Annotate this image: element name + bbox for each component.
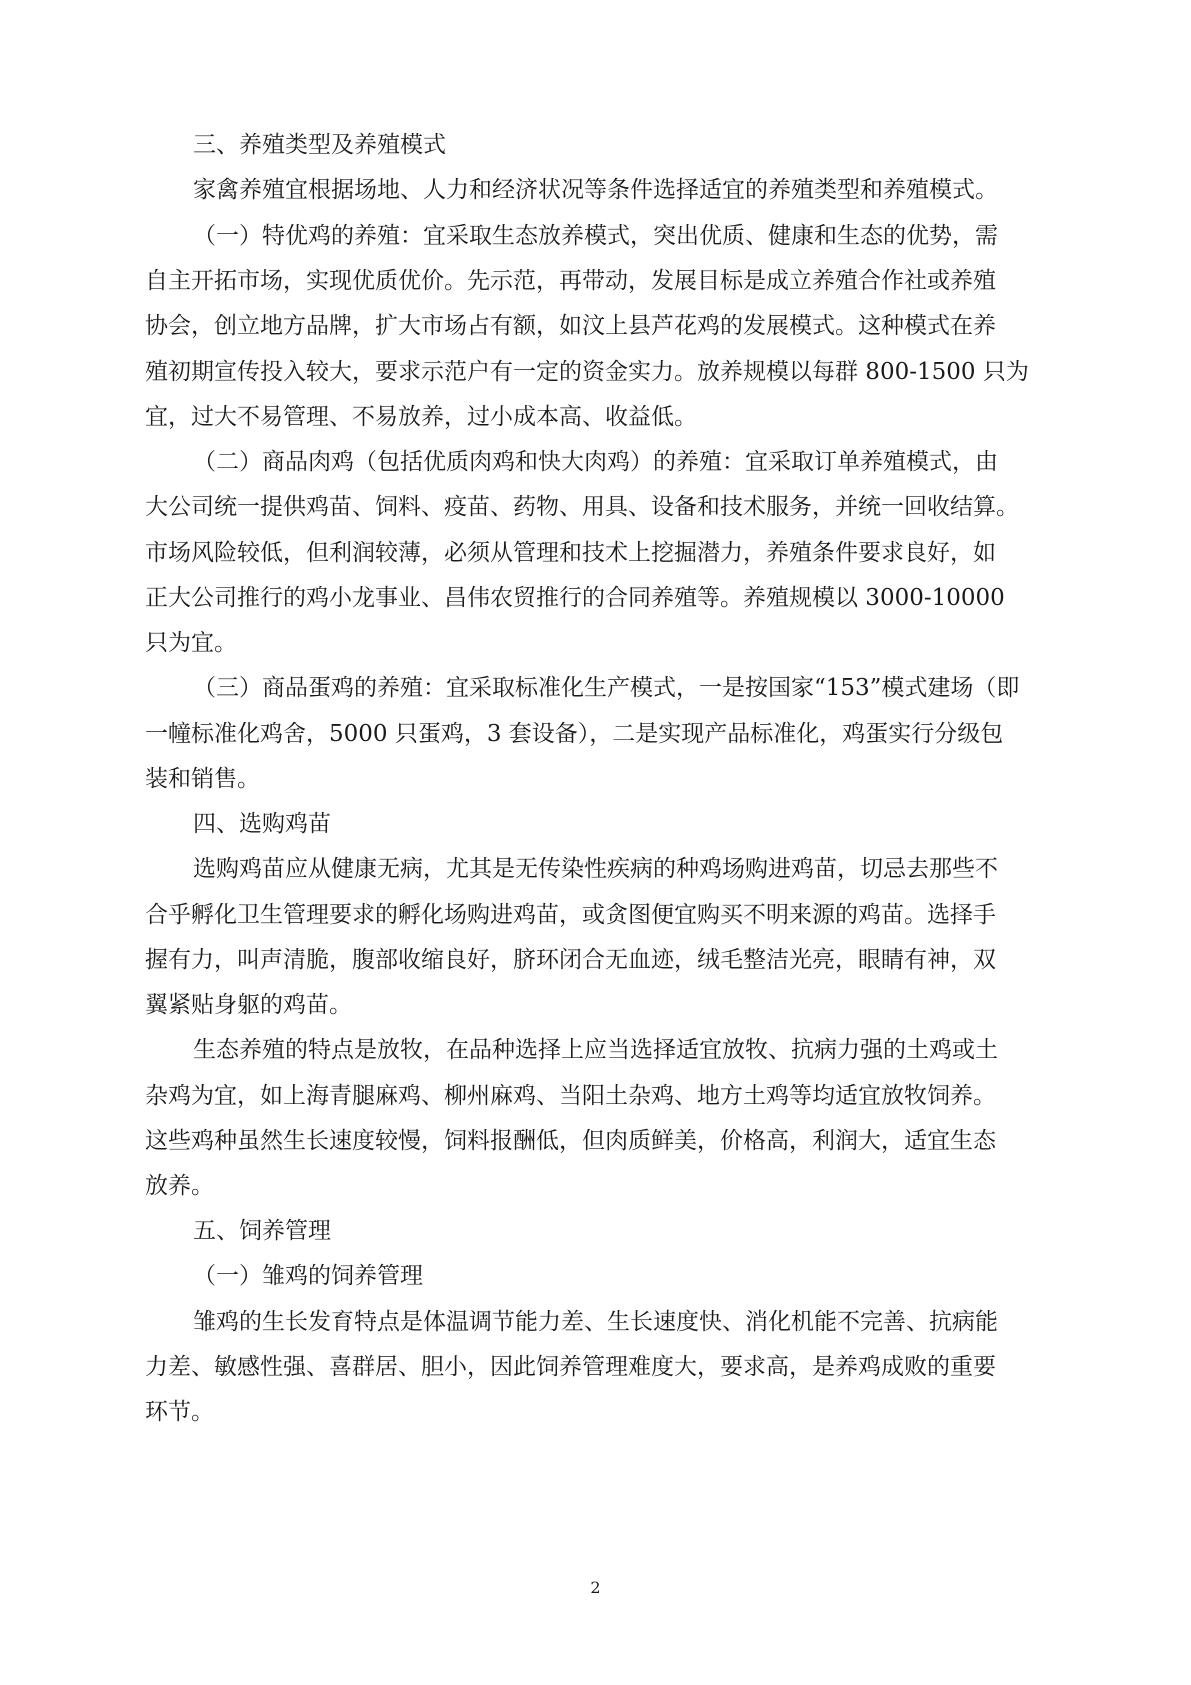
paragraph-line: （一）特优鸡的养殖：宜采取生态放养模式，突出优质、健康和生态的优势，需 [193,223,998,249]
paragraph-line: 殖初期宣传投入较大，要求示范户有一定的资金实力。放养规模以每群 800-1500 只为 [145,359,1029,385]
paragraph-line: 大公司统一提供鸡苗、饲料、疫苗、药物、用具、设备和技术服务，并统一回收结算。 [145,494,1019,520]
paragraph-line: 雏鸡的生长发育特点是体温调节能力差、生长速度快、消化机能不完善、抗病能 [193,1309,998,1335]
section-heading-3: 三、养殖类型及养殖模式 [193,132,446,158]
paragraph-line: 合乎孵化卫生管理要求的孵化场购进鸡苗，或贪图便宜购买不明来源的鸡苗。选择手 [145,902,996,928]
paragraph-line: 家禽养殖宜根据场地、人力和经济状况等条件选择适宜的养殖类型和养殖模式。 [193,177,998,203]
paragraph-line: 放养。 [145,1173,214,1199]
paragraph-line: 力差、敏感性强、喜群居、胆小，因此饲养管理难度大，要求高，是养鸡成败的重要 [145,1354,996,1380]
paragraph-line: 协会，创立地方品牌，扩大市场占有额，如汶上县芦花鸡的发展模式。这种模式在养 [145,313,996,339]
paragraph-line: 握有力，叫声清脆，腹部收缩良好，脐环闭合无血迹，绒毛整洁光亮，眼睛有神，双 [145,947,996,973]
paragraph-line: 环节。 [145,1399,214,1425]
section-heading-5: 五、饲养管理 [193,1218,331,1244]
paragraph-line: 生态养殖的特点是放牧，在品种选择上应当选择适宜放牧、抗病力强的土鸡或土 [193,1037,998,1063]
paragraph-line: 只为宜。 [145,630,237,656]
paragraph-line: 这些鸡种虽然生长速度较慢，饲料报酬低，但肉质鲜美，价格高，利润大，适宜生态 [145,1128,996,1154]
paragraph-line: 正大公司推行的鸡小龙事业、昌伟农贸推行的合同养殖等。养殖规模以 3000-10000 [145,585,1005,611]
subsection-heading: （一）雏鸡的饲养管理 [193,1263,423,1289]
paragraph-line: 选购鸡苗应从健康无病，尤其是无传染性疾病的种鸡场购进鸡苗，切忌去那些不 [193,856,998,882]
paragraph-line: 装和销售。 [145,766,260,792]
paragraph-line: （三）商品蛋鸡的养殖：宜采取标准化生产模式，一是按国家“153”模式建场（即 [193,675,1020,701]
paragraph-line: 杂鸡为宜，如上海青腿麻鸡、柳州麻鸡、当阳土杂鸡、地方土鸡等均适宜放牧饲养。 [145,1083,996,1109]
paragraph-line: 翼紧贴身躯的鸡苗。 [145,992,352,1018]
paragraph-line: 自主开拓市场，实现优质优价。先示范，再带动，发展目标是成立养殖合作社或养殖 [145,268,996,294]
paragraph-line: （二）商品肉鸡（包括优质肉鸡和快大肉鸡）的养殖：宜采取订单养殖模式，由 [193,449,998,475]
section-heading-4: 四、选购鸡苗 [193,811,331,837]
paragraph-line: 宜，过大不易管理、不易放养，过小成本高、收益低。 [145,404,697,430]
paragraph-line: 市场风险较低，但利润较薄，必须从管理和技术上挖掘潜力，养殖条件要求良好，如 [145,540,996,566]
page-number: 2 [590,1578,601,1597]
paragraph-line: 一幢标准化鸡舍，5000 只蛋鸡，3 套设备），二是实现产品标准化，鸡蛋实行分级包 [145,721,1004,747]
